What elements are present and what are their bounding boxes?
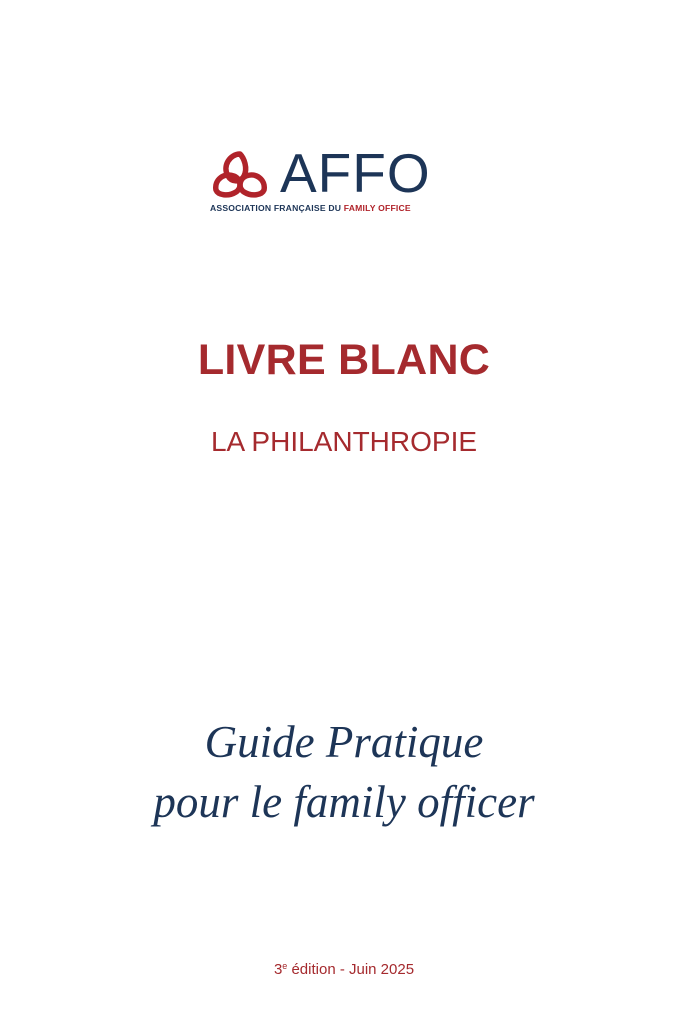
edition-line xyxy=(0,961,688,978)
guide-line-2: pour le family officer xyxy=(153,777,535,827)
cover-subtitle: LA PHILANTHROPIE xyxy=(210,426,478,457)
triple-loop-knot-icon xyxy=(208,148,272,198)
guide-heading xyxy=(0,712,688,832)
edition-number: 3 xyxy=(273,961,283,978)
guide-line-1: Guide Pratique xyxy=(204,717,484,767)
logo-wordmark: AFFO xyxy=(280,142,431,204)
logo-tagline xyxy=(210,203,411,213)
cover-title: LIVRE BLANC xyxy=(197,336,491,384)
edition-suffix: e xyxy=(282,961,288,971)
affo-logo xyxy=(208,142,468,218)
edition-text: édition - Juin 2025 xyxy=(287,961,415,978)
logo-tagline-accent: FAMILY OFFICE xyxy=(343,203,411,213)
logo-tagline-prefix: ASSOCIATION FRANÇAISE DU xyxy=(210,203,344,213)
